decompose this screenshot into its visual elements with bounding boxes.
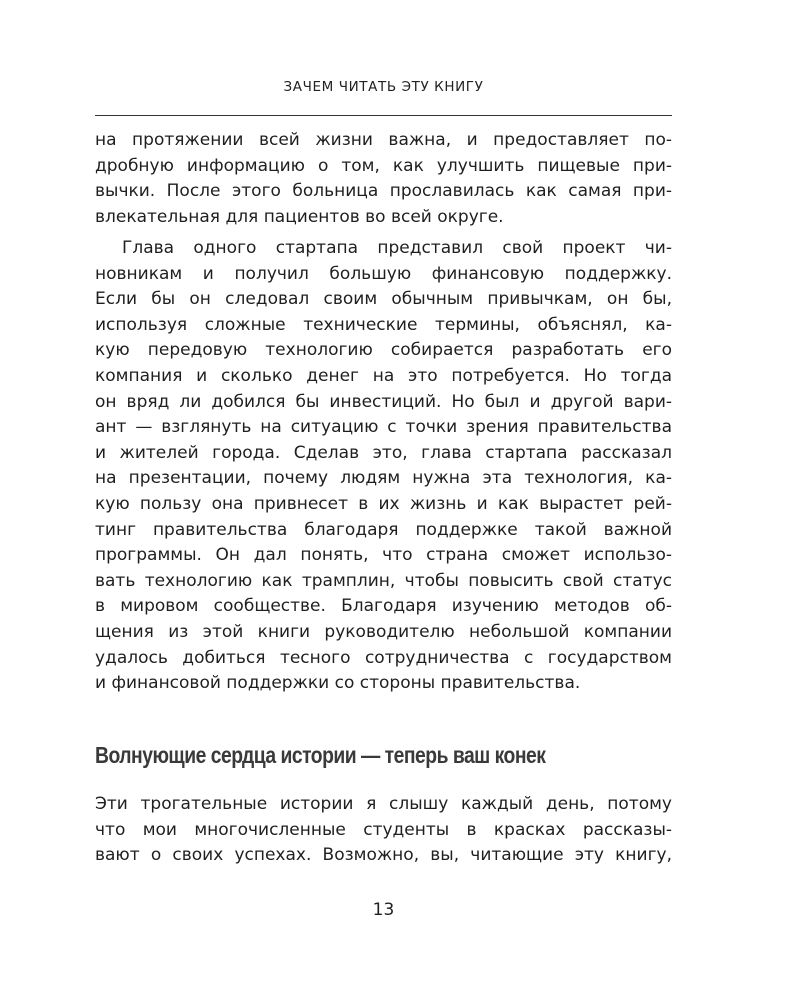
- page-number: 13: [372, 900, 395, 920]
- text-line: компания и сколько денег на это потребуется. Но тогда: [95, 365, 672, 386]
- text-line: что мои многочисленные студенты в красках рассказы-: [95, 819, 672, 840]
- text-line: дробную информацию о том, как улучшить пищевые при-: [95, 155, 672, 176]
- text-line: Глава одного стартапа представил свой проект чи-: [122, 238, 672, 258]
- text-line: ант — взглянуть на ситуацию с точки зрения правительства: [95, 417, 672, 438]
- section-paragraph: [95, 792, 672, 869]
- running-header: ЗАЧЕМ ЧИТАТЬ ЭТУ КНИГУ: [283, 79, 484, 95]
- text-line: Эти трогательные истории я слышу каждый день, потому: [95, 794, 672, 814]
- text-line: влекательная для пациентов во всей округе.: [95, 206, 504, 227]
- text-line: на протяжении всей жизни важна, и предоставляет по-: [95, 130, 672, 150]
- text-line: кую передовую технологию собирается разработать его: [95, 340, 672, 361]
- text-line: в мировом сообществе. Благодаря изучению методов об-: [95, 596, 672, 617]
- text-line: Если бы он следовал своим обычным привычкам, он бы,: [95, 289, 672, 310]
- text-line: и жителей города. Сделав это, глава стартапа рассказал: [95, 442, 672, 463]
- section-heading: Волнующие сердца истории — теперь ваш конек: [95, 742, 546, 768]
- text-line: он вряд ли добился бы инвестиций. Но был и другой вари-: [95, 391, 672, 412]
- text-line: тинг правительства благодаря поддержке такой важной: [95, 519, 672, 540]
- text-line: программы. Он дал понять, что страна сможет использо-: [95, 545, 672, 566]
- paragraph-continuation: [95, 128, 672, 230]
- text-line: кую пользу она привнесет в их жизнь и как вырастет рей-: [95, 493, 672, 514]
- text-line: и финансовой поддержки со стороны правительства.: [95, 673, 581, 694]
- text-line: новникам и получил большую финансовую поддержку.: [95, 263, 672, 284]
- text-line: удалось добиться тесного сотрудничества с государством: [95, 647, 672, 668]
- text-line: вать технологию как трамплин, чтобы повысить свой статус: [95, 570, 672, 591]
- text-line: вычки. После этого больница прославилась как самая при-: [95, 181, 672, 202]
- header-rule: [95, 115, 672, 116]
- text-line: используя сложные технические термины, объяснял, ка-: [95, 314, 672, 335]
- text-line: щения из этой книги руководителю небольшой компании: [95, 621, 672, 642]
- text-line: на презентации, почему людям нужна эта технология, ка-: [95, 468, 672, 489]
- paragraph-startup: [95, 236, 672, 697]
- text-line: вают о своих успехах. Возможно, вы, читающие эту книгу,: [95, 845, 672, 866]
